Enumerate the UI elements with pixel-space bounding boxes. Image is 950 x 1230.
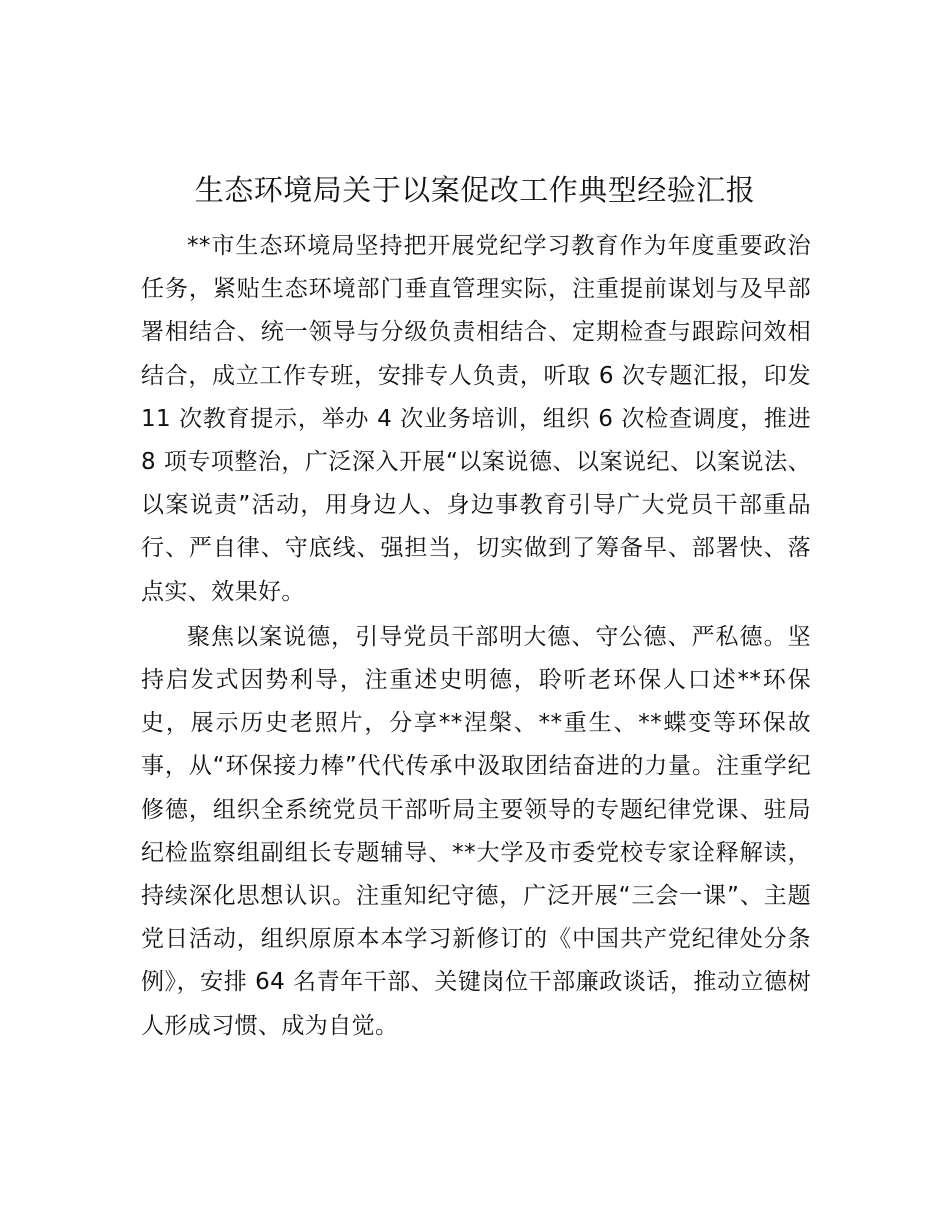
paragraph-intro: **市生态环境局坚持把开展党纪学习教育作为年度重要政治任务，紧贴生态环境部门垂直管理实际，注重提前谋划与及早部署相结合、统一领导与分级负责相结合、定期检查与跟踪问效相结合，成立工作专班，安排专人负责，听取 6 次专题汇报，印发 11 次教育提示，举办 4 次业务培训，组织 6 次检查调度，推进 8 项专项整治，广泛深入开展“以案说德、以案说纪、以案说法、以案说责”活动，用身边人、身边事教育引导广大党员干部重品行、严自律、守底线、强担当，切实做到了筹备早、部署快、落点实、效果好。 [141, 233, 811, 605]
paragraph-moral-focus: 聚焦以案说德，引导党员干部明大德、守公德、严私德。坚持启发式因势利导，注重述史明德，聆听老环保人口述**环保史，展示历史老照片，分享**涅槃、**重生、**蝶变等环保故事，从“环保接力棒”代代传承中汲取团结奋进的力量。注重学纪修德，组织全系统党员干部听局主要领导的专题纪律党课、驻局纪检监察组副组长专题辅导、**大学及市委党校专家诠释解读，持续深化思想认识。注重知纪守德，广泛开展“三会一课”、主题党日活动，组织原原本本学习新修订的《中国共产党纪律处分条例》，安排 64 名青年干部、关键岗位干部廉政谈话，推动立德树人形成习惯、成为自觉。 [141, 623, 811, 1039]
document-title: 生态环境局关于以案促改工作典型经验汇报 [194, 173, 756, 207]
document-body [141, 225, 811, 1048]
